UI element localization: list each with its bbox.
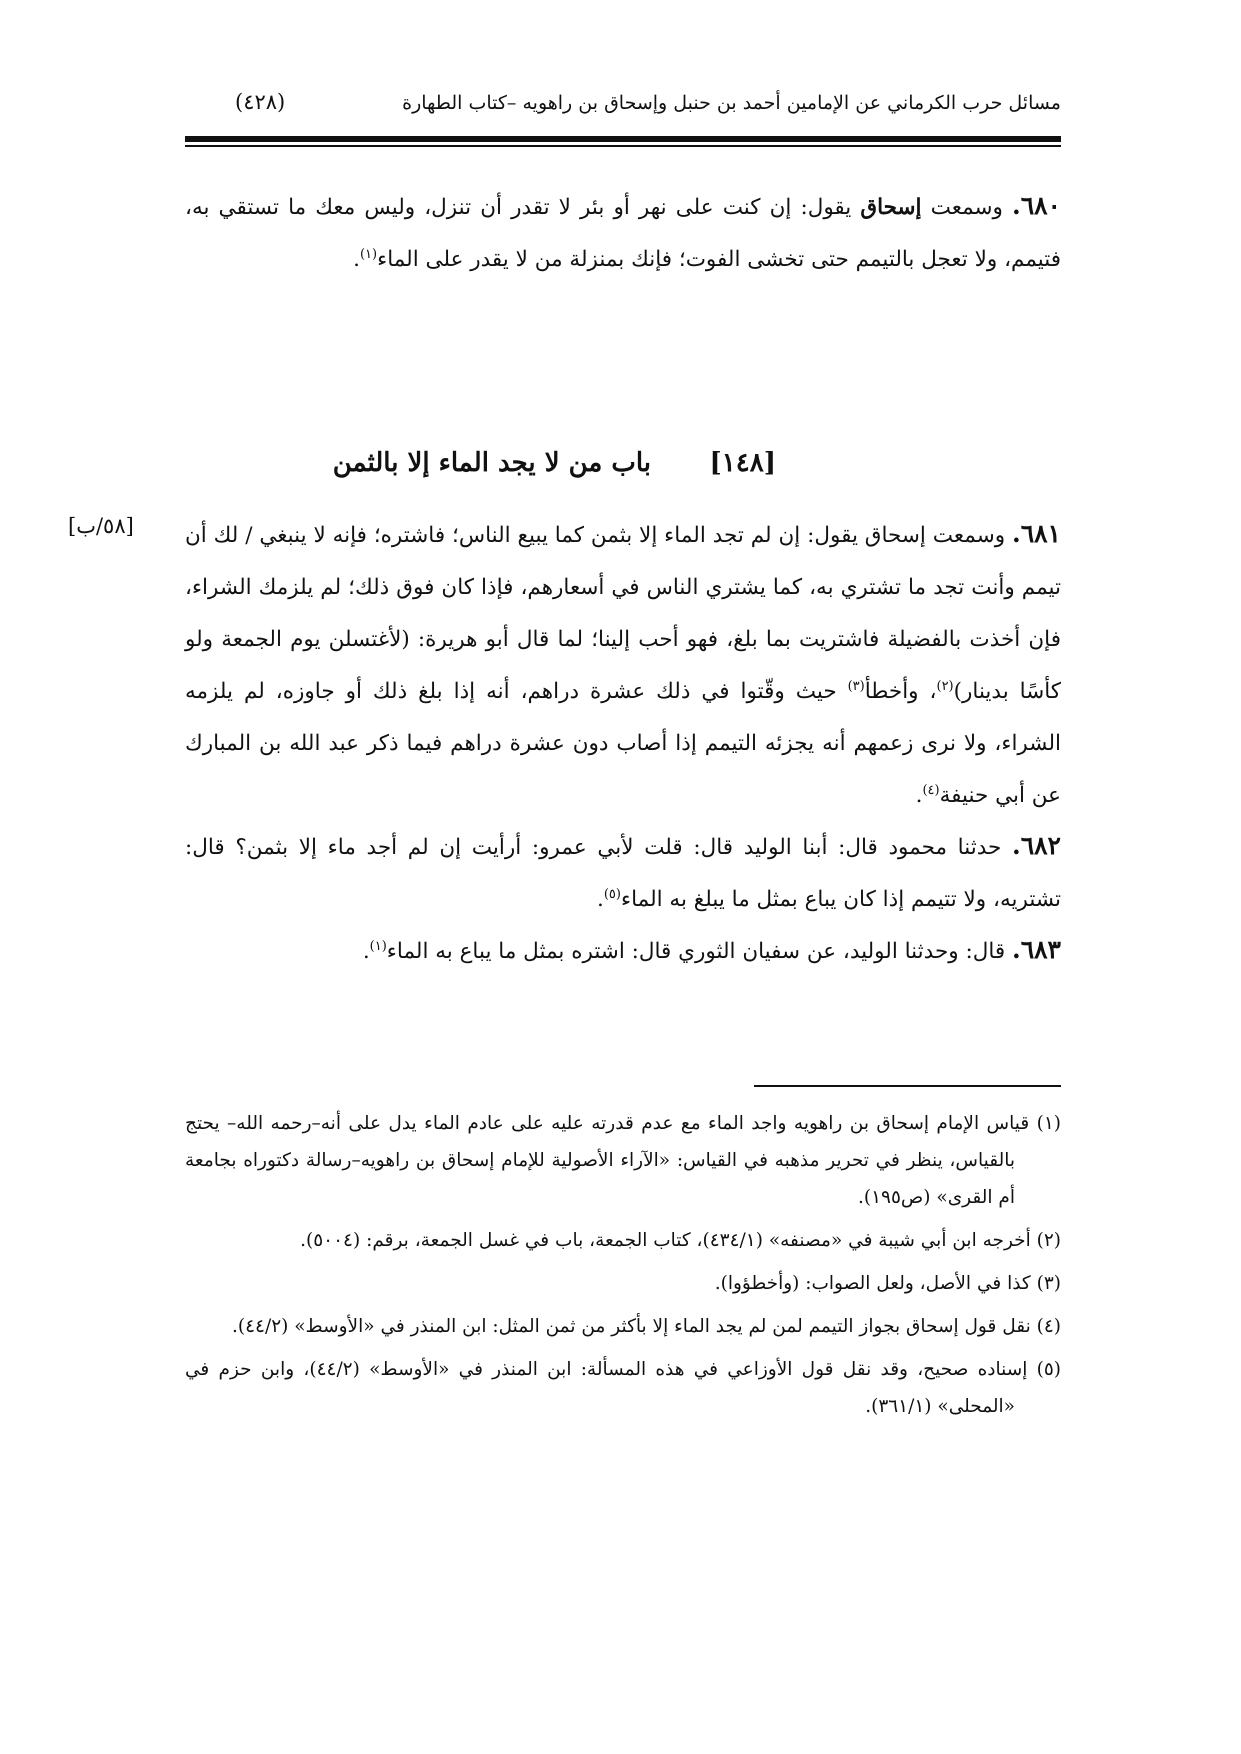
footnote-ref: (١) — [369, 938, 387, 954]
paragraph-text: قال: وحدثنا الوليد، عن سفيان الثوري قال: اشتره بمثل ما يباع به الماء — [386, 939, 1012, 964]
manuscript-folio-note: [٥٨/ب] — [68, 514, 134, 538]
footnote-3: (٣) كذا في الأصل، ولعل الصواب: (وأخطؤوا). — [714, 1273, 1061, 1294]
paragraph-text: حدثنا محمود قال: أبنا الوليد قال: قلت لأبي عمرو: أرأيت إن لم أجد ماء إلا بثمن؟ قال: تشتريه، ولا تتيمم إذا كان يباع بمثل ما يبلغ به الماء — [185, 835, 1061, 912]
footnote-ref: (٢) — [936, 678, 954, 694]
paragraph-text: يقول: إن كنت على نهر أو بئر لا تقدر أن تنزل، وليس معك ما تستقي به، فتيمم، ولا تعجل بالتيمم حتى تخشى الفوت؛ فإنك بمنزلة من لا يقدر على الماء — [185, 195, 1061, 272]
running-header — [185, 88, 1061, 128]
paragraph-680 — [185, 180, 1061, 286]
header-title: مسائل حرب الكرماني عن الإمامين أحمد بن حنبل وإسحاق بن راهويه –كتاب الطهارة — [402, 92, 1061, 114]
footnote-1: (١) قياس الإمام إسحاق بن راهويه واجد الماء مع عدم قدرته عليه على عادم الماء يدل على أنه–رحمه الله– يحتج بالقياس، ينظر في تحرير مذهبه في القياس: «الآراء الأصولية للإمام إسحاق بن راهويه–رسالة دكتوراه بجامعة أم القرى» (ص١٩٥). — [185, 1113, 1061, 1208]
punctuation: . — [353, 247, 360, 272]
footnote-ref: (١) — [359, 246, 378, 262]
paragraph-682 — [185, 820, 1061, 926]
paragraph-681 — [185, 508, 1061, 822]
paragraph-text: وسمعت — [921, 195, 1012, 220]
header-rule-thick — [185, 136, 1061, 142]
footnote-4: (٤) نقل قول إسحاق بجواز التيمم لمن لم يجد الماء إلا بأكثر من ثمن المثل: ابن المنذر في «الأوسط» (٤٤/٢). — [231, 1316, 1061, 1337]
header-rule-thin — [185, 145, 1061, 147]
footnote-ref: (٥) — [603, 886, 621, 902]
paragraph-number: ٦٨١. — [1011, 519, 1061, 548]
paragraph-number: ٦٨٢. — [1011, 831, 1061, 860]
footnotes — [185, 1105, 1061, 1431]
paragraph-text: ، وأخطأ — [864, 679, 937, 704]
footnote-ref: (٣) — [847, 678, 865, 694]
bold-name: إسحاق — [860, 195, 922, 220]
paragraph-number: ٦٨٣. — [1011, 935, 1061, 964]
footnote-ref: (٤) — [922, 782, 940, 798]
page-number: (٤٢٨) — [235, 90, 286, 114]
chapter-title: باب من لا يجد الماء إلا بالثمن — [332, 448, 651, 478]
punctuation: . — [362, 939, 370, 964]
paragraph-text: وسمعت إسحاق يقول: إن لم تجد الماء إلا بثمن كما يبيع الناس؛ فاشتره؛ فإنه لا ينبغي / لك أن تيمم وأنت تجد ما تشتري به، كما يشتري الناس في أسعارهم، فإذا كان فوق ذلك؛ لم يلزمك الشراء، فإن أخذت بالفضيلة فاشتريت بما بلغ، فهو أحب إلينا؛ لما قال أبو هريرة: (لأغتسلن يوم الجمعة ولو كأسًا بدينار) — [185, 523, 1062, 704]
footnote-separator — [754, 1085, 1061, 1087]
punctuation: . — [597, 887, 604, 912]
footnote-5: (٥) إسناده صحيح، وقد نقل قول الأوزاعي في هذه المسألة: ابن المنذر في «الأوسط» (٤٤/٢)، وابن حزم في «المحلى» (٣٦١/١). — [185, 1359, 1061, 1417]
footnote-2: (٢) أخرجه ابن أبي شيبة في «مصنفه» (٤٣٤/١)، كتاب الجمعة، باب في غسل الجمعة، برقم: (٥٠٠٤). — [300, 1230, 1061, 1251]
punctuation: . — [915, 783, 923, 808]
chapter-number: [١٤٨] — [709, 448, 776, 478]
paragraph-text: حيث وقّتوا في ذلك عشرة دراهم، أنه إذا بلغ ذلك أو جاوزه، لم يلزمه الشراء، ولا نرى زعمهم أنه يجزئه التيمم إذا أصاب دون عشرة دراهم فيما ذكر عبد الله بن المبارك عن أبي حنيفة — [185, 679, 1061, 808]
paragraph-683 — [185, 924, 1061, 978]
paragraph-number: ٦٨٠. — [1011, 191, 1061, 220]
